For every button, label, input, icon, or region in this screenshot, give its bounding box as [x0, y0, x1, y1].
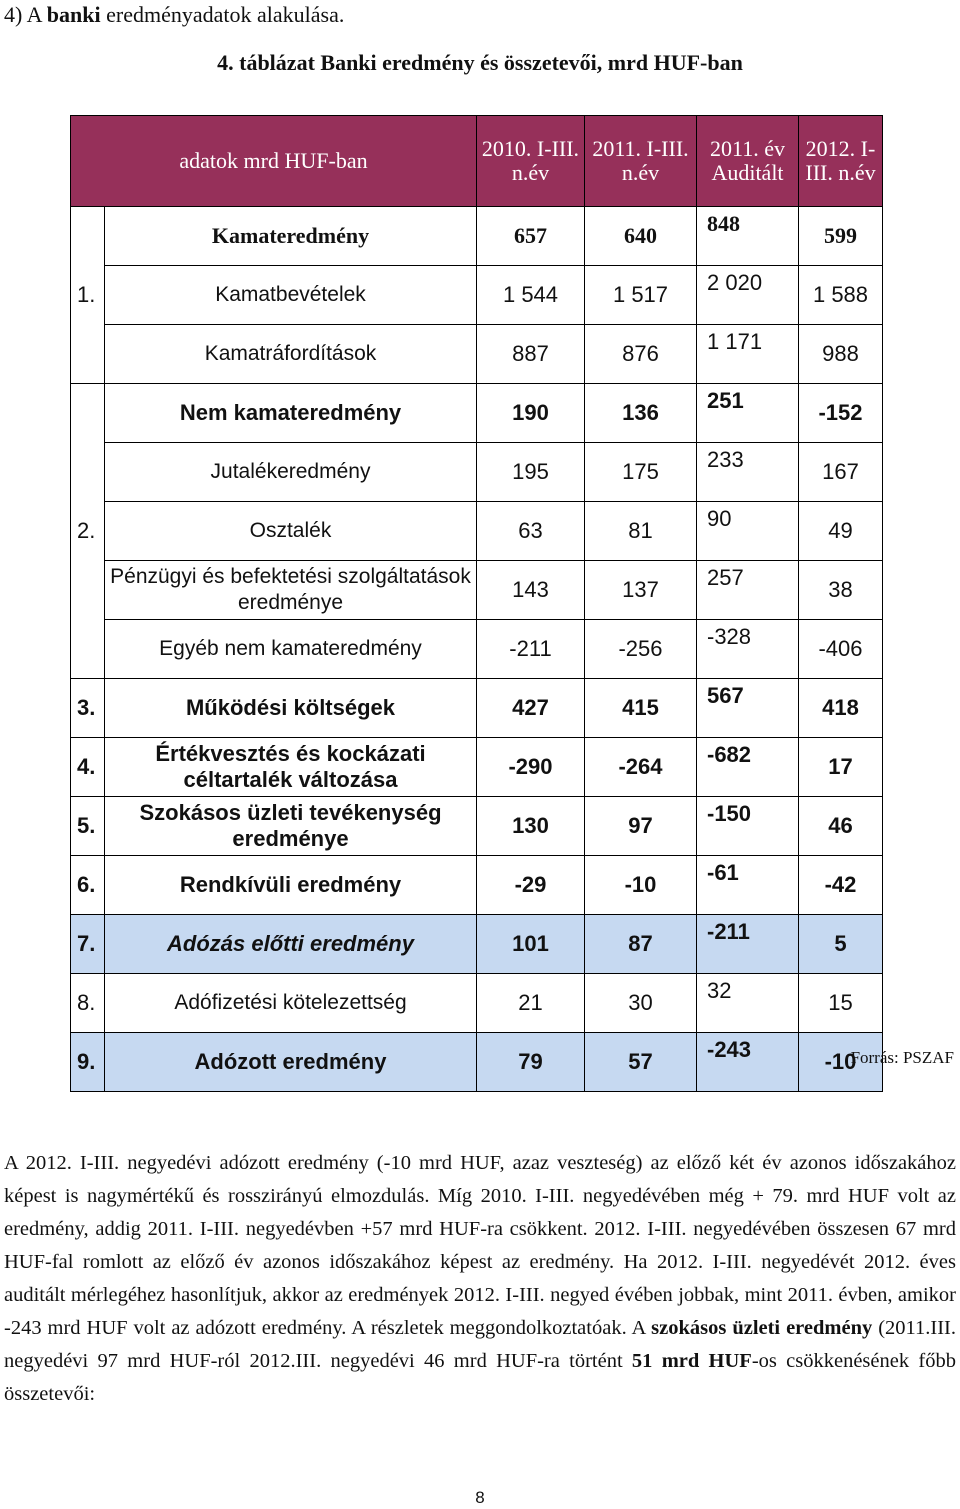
- cell-value: -328: [697, 620, 799, 679]
- cell-value: 175: [585, 443, 697, 502]
- cell-value: -290: [477, 738, 585, 797]
- row-label: Osztalék: [105, 502, 477, 561]
- cell-value: 87: [585, 915, 697, 974]
- cell-value: 567: [697, 679, 799, 738]
- cell-value: 848: [697, 207, 799, 266]
- cell-value: 49: [799, 502, 883, 561]
- cell-value: 887: [477, 325, 585, 384]
- cell-value: 90: [697, 502, 799, 561]
- page-number: 8: [475, 1488, 485, 1507]
- row-number: 7.: [71, 915, 105, 974]
- row-label: Adófizetési kötelezettség: [105, 974, 477, 1033]
- cell-value: 32: [697, 974, 799, 1033]
- cell-value: 257: [697, 561, 799, 620]
- header-2011-audited: 2011. év Auditált: [697, 116, 799, 207]
- row-label: Egyéb nem kamateredmény: [105, 620, 477, 679]
- table-row: [71, 384, 883, 443]
- cell-value: -42: [799, 856, 883, 915]
- cell-value: 17: [799, 738, 883, 797]
- cell-value: 57: [585, 1033, 697, 1092]
- table-row: [71, 561, 883, 620]
- cell-value: 136: [585, 384, 697, 443]
- cell-value: -152: [799, 384, 883, 443]
- cell-value: 657: [477, 207, 585, 266]
- table-source: Forrás: PSZAF: [850, 1048, 954, 1067]
- table-row: [71, 679, 883, 738]
- heading-suffix: eredményadatok alakulása.: [100, 2, 345, 27]
- table-row: [71, 797, 883, 856]
- row-number: 1.: [71, 207, 105, 384]
- table-caption: 4. táblázat Banki eredmény és összetevői, mrd HUF-ban: [217, 50, 743, 75]
- table-row: [71, 974, 883, 1033]
- cell-value: 190: [477, 384, 585, 443]
- cell-value: -150: [697, 797, 799, 856]
- row-label: Adózás előtti eredmény: [105, 915, 477, 974]
- cell-value: 233: [697, 443, 799, 502]
- cell-value: 79: [477, 1033, 585, 1092]
- cell-value: 1 588: [799, 266, 883, 325]
- cell-value: 46: [799, 797, 883, 856]
- cell-value: 640: [585, 207, 697, 266]
- table-row: [71, 325, 883, 384]
- cell-value: -10: [799, 1033, 883, 1092]
- paragraph-bold: szokásos üzleti eredmény: [651, 1317, 873, 1339]
- cell-value: 167: [799, 443, 883, 502]
- cell-value: 143: [477, 561, 585, 620]
- row-number: 5.: [71, 797, 105, 856]
- table-row: [71, 1033, 883, 1092]
- paragraph-bold: 51 mrd HUF: [631, 1350, 752, 1372]
- cell-value: -211: [697, 915, 799, 974]
- row-number: 8.: [71, 974, 105, 1033]
- header-2011: 2011. I-III. n.év: [585, 116, 697, 207]
- paragraph-text: (2011.III. negyedévi 97 mrd HUF-ról 2012.III. negyedévi 46 mrd HUF-ra történt: [4, 1317, 957, 1372]
- header-2012: 2012. I-III. n.év: [799, 116, 883, 207]
- cell-value: 2 020: [697, 266, 799, 325]
- row-number: 2.: [71, 384, 105, 679]
- row-label: Adózott eredmény: [105, 1033, 477, 1092]
- section-heading: [4, 0, 344, 30]
- cell-value: -256: [585, 620, 697, 679]
- row-label: Pénzügyi és befektetési szolgáltatások eredménye: [105, 561, 477, 620]
- cell-value: -406: [799, 620, 883, 679]
- cell-value: 21: [477, 974, 585, 1033]
- row-label: Kamatráfordítások: [105, 325, 477, 384]
- cell-value: 988: [799, 325, 883, 384]
- cell-value: 1 544: [477, 266, 585, 325]
- cell-value: -10: [585, 856, 697, 915]
- cell-value: -29: [477, 856, 585, 915]
- cell-value: 1 171: [697, 325, 799, 384]
- cell-value: 599: [799, 207, 883, 266]
- row-label: Kamateredmény: [105, 207, 477, 266]
- row-number: 4.: [71, 738, 105, 797]
- cell-value: 97: [585, 797, 697, 856]
- cell-value: 1 517: [585, 266, 697, 325]
- row-label: Szokásos üzleti tevékenység eredménye: [105, 797, 477, 856]
- cell-value: 5: [799, 915, 883, 974]
- cell-value: 101: [477, 915, 585, 974]
- cell-value: 30: [585, 974, 697, 1033]
- paragraph-text: A 2012. I-III. negyedévi adózott eredmény (-10 mrd HUF, azaz veszteség) az előző két év azonos időszakához képest is nagymértékű és rosszirányú elmozdulás. Míg 2010. I-III. negyedévében még + 79. mrd HUF volt az eredmény, addig 2011. I-III. negyedévben +57 mrd HUF-ra csökkent. 2012. I-III. negyedévében összesen 67 mrd HUF-fal romlott az előző év azonos időszakához képest az eredmény. Ha 2012. I-III. negyedévét 2012. éves auditált mérlegéhez hasonlítjuk, akkor az eredmények 2012. I-III. negyed évében jobbak, mint 2011. évben, amikor -243 mrd HUF volt az adózott eredmény. A részletek meggondolkoztatóak. A: [4, 1152, 956, 1339]
- cell-value: 63: [477, 502, 585, 561]
- cell-value: 418: [799, 679, 883, 738]
- cell-value: 130: [477, 797, 585, 856]
- cell-value: 81: [585, 502, 697, 561]
- body-paragraph: [4, 1147, 956, 1411]
- cell-value: 137: [585, 561, 697, 620]
- table-row: [71, 620, 883, 679]
- cell-value: -211: [477, 620, 585, 679]
- table-row: [71, 207, 883, 266]
- row-number: 9.: [71, 1033, 105, 1092]
- row-number: 3.: [71, 679, 105, 738]
- table-header-row: [71, 116, 883, 207]
- header-2010: 2010. I-III. n.év: [477, 116, 585, 207]
- row-label: Rendkívüli eredmény: [105, 856, 477, 915]
- cell-value: 15: [799, 974, 883, 1033]
- paragraph-text: -os csökkenésének főbb összetevői:: [4, 1350, 956, 1405]
- cell-value: 195: [477, 443, 585, 502]
- cell-value: 415: [585, 679, 697, 738]
- cell-value: -243: [697, 1033, 799, 1092]
- table-row: [71, 738, 883, 797]
- cell-value: 251: [697, 384, 799, 443]
- cell-value: 38: [799, 561, 883, 620]
- results-table: [70, 115, 883, 1092]
- row-label: Kamatbevételek: [105, 266, 477, 325]
- heading-prefix: 4) A: [4, 2, 47, 27]
- row-label: Jutalékeredmény: [105, 443, 477, 502]
- row-label: Működési költségek: [105, 679, 477, 738]
- row-number: 6.: [71, 856, 105, 915]
- cell-value: 427: [477, 679, 585, 738]
- cell-value: -682: [697, 738, 799, 797]
- results-table-wrapper: [70, 115, 882, 1092]
- cell-value: -61: [697, 856, 799, 915]
- table-row: [71, 856, 883, 915]
- table-row: [71, 502, 883, 561]
- table-row: [71, 443, 883, 502]
- cell-value: 876: [585, 325, 697, 384]
- table-row: [71, 915, 883, 974]
- row-label: Nem kamateredmény: [105, 384, 477, 443]
- heading-bold: banki: [46, 2, 101, 27]
- header-label: adatok mrd HUF-ban: [71, 116, 477, 207]
- table-row: [71, 266, 883, 325]
- cell-value: -264: [585, 738, 697, 797]
- row-label: Értékvesztés és kockázati céltartalék változása: [105, 738, 477, 797]
